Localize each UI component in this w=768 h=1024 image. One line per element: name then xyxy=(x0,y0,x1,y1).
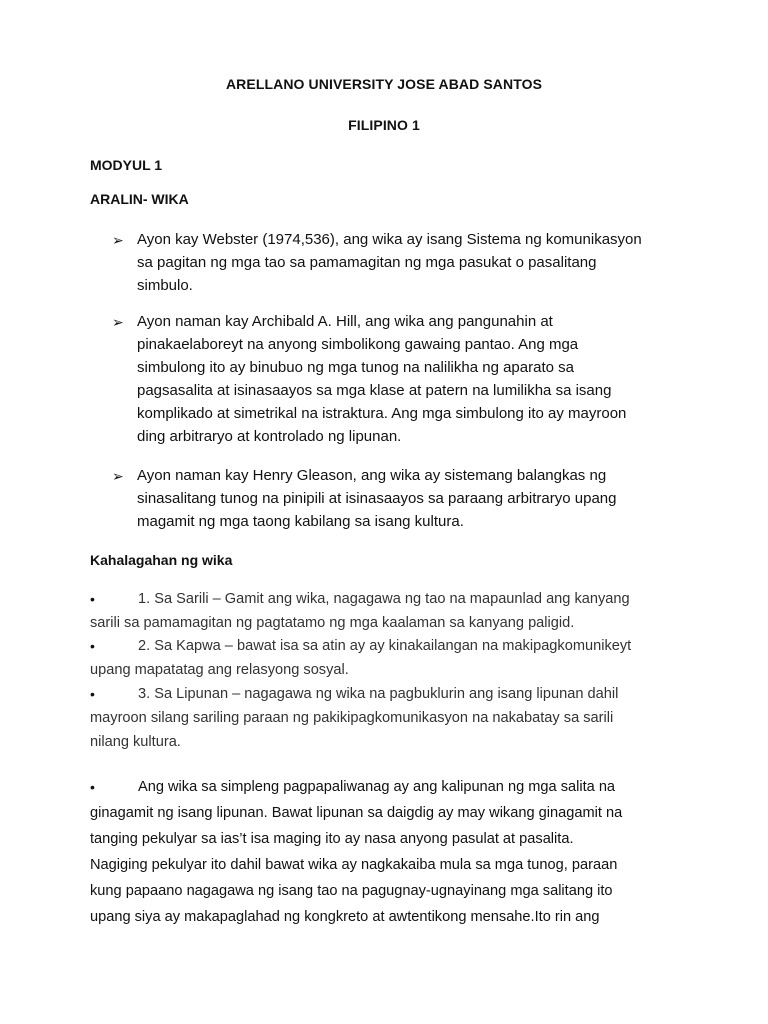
paragraph-line: kung papaano nagagawa ng isang tao na pagugnay-ugnayinang mga salitang ito xyxy=(90,883,613,899)
importance-item xyxy=(90,587,690,635)
importance-item xyxy=(90,682,690,754)
arrow-bullet-icon: ➢ xyxy=(112,314,124,330)
importance-line: upang mapatatag ang relasyong sosyal. xyxy=(90,662,349,678)
importance-heading: Kahalagahan ng wika xyxy=(90,552,233,568)
bullet-icon: • xyxy=(90,779,95,795)
bullet-icon: • xyxy=(90,686,95,702)
definition-text: Ayon kay Webster (1974,536), ang wika ay isang Sistema ng komunikasyon sa pagitan ng mga tao sa pamamagitan ng mga pasukat o pasalitang simbulo. xyxy=(137,231,642,294)
paragraph-line: Ang wika sa simpleng pagpapaliwanag ay ang kalipunan ng mga salita na xyxy=(138,779,616,795)
definition-item xyxy=(112,228,682,297)
importance-line: 2. Sa Kapwa – bawat isa sa atin ay ay kinakailangan na makipagkomunikeyt xyxy=(138,638,632,654)
closing-paragraph xyxy=(90,774,690,930)
definition-item xyxy=(112,310,682,448)
arrow-bullet-icon: ➢ xyxy=(112,468,124,484)
module-heading: MODYUL 1 xyxy=(90,157,163,173)
importance-item xyxy=(90,634,690,682)
importance-line: nilang kultura. xyxy=(90,734,181,750)
paragraph-line: tanging pekulyar sa ias’t isa maging ito ay nasa anyong pasulat at pasalita. xyxy=(90,831,574,847)
definition-text: Ayon naman kay Henry Gleason, ang wika ay sistemang balangkas ng sinasalitang tunog na pinipili at isinasaayos sa paraang arbitraryo upang magamit ng mga taong kabilang sa isang kultura. xyxy=(137,467,617,530)
importance-line: 3. Sa Lipunan – nagagawa ng wika na pagbuklurin ang isang lipunan dahil xyxy=(138,686,619,702)
lesson-heading: ARALIN- WIKA xyxy=(90,191,189,207)
arrow-bullet-icon: ➢ xyxy=(112,232,124,248)
bullet-icon: • xyxy=(90,591,95,607)
paragraph-line: ginagamit ng isang lipunan. Bawat lipunan sa daigdig ay may wikang ginagamit na xyxy=(90,805,623,821)
importance-line: 1. Sa Sarili – Gamit ang wika, nagagawa ng tao na mapaunlad ang kanyang xyxy=(138,591,630,607)
importance-line: sarili sa pamamagitan ng pagtatamo ng mga kaalaman sa kanyang paligid. xyxy=(90,615,575,631)
paragraph-line: Nagiging pekulyar ito dahil bawat wika ay nagkakaiba mula sa mga tunog, paraan xyxy=(90,857,618,873)
bullet-icon: • xyxy=(90,638,95,654)
definition-text: Ayon naman kay Archibald A. Hill, ang wika ang pangunahin at pinakaelaboreyt na anyong simbolikong gawaing pantao. Ang mga simbulong ito ay binubuo ng mga tunog na nalilikha ng aparato sa pagsasalita at isinasaayos sa mga klase at patern na lumilikha sa isang komplikado at simetrikal na istraktura. Ang mga simbulong ito ay mayroon ding arbitraryo at kontrolado ng lipunan. xyxy=(137,313,627,445)
definition-item xyxy=(112,464,682,533)
course-title: FILIPINO 1 xyxy=(348,117,420,133)
paragraph-line: upang siya ay makapaglahad ng kongkreto at awtentikong mensahe.Ito rin ang xyxy=(90,909,600,925)
importance-line: mayroon silang sariling paraan ng pakikipagkomunikasyon na nakabatay sa sarili xyxy=(90,710,614,726)
university-title: ARELLANO UNIVERSITY JOSE ABAD SANTOS xyxy=(225,76,543,92)
